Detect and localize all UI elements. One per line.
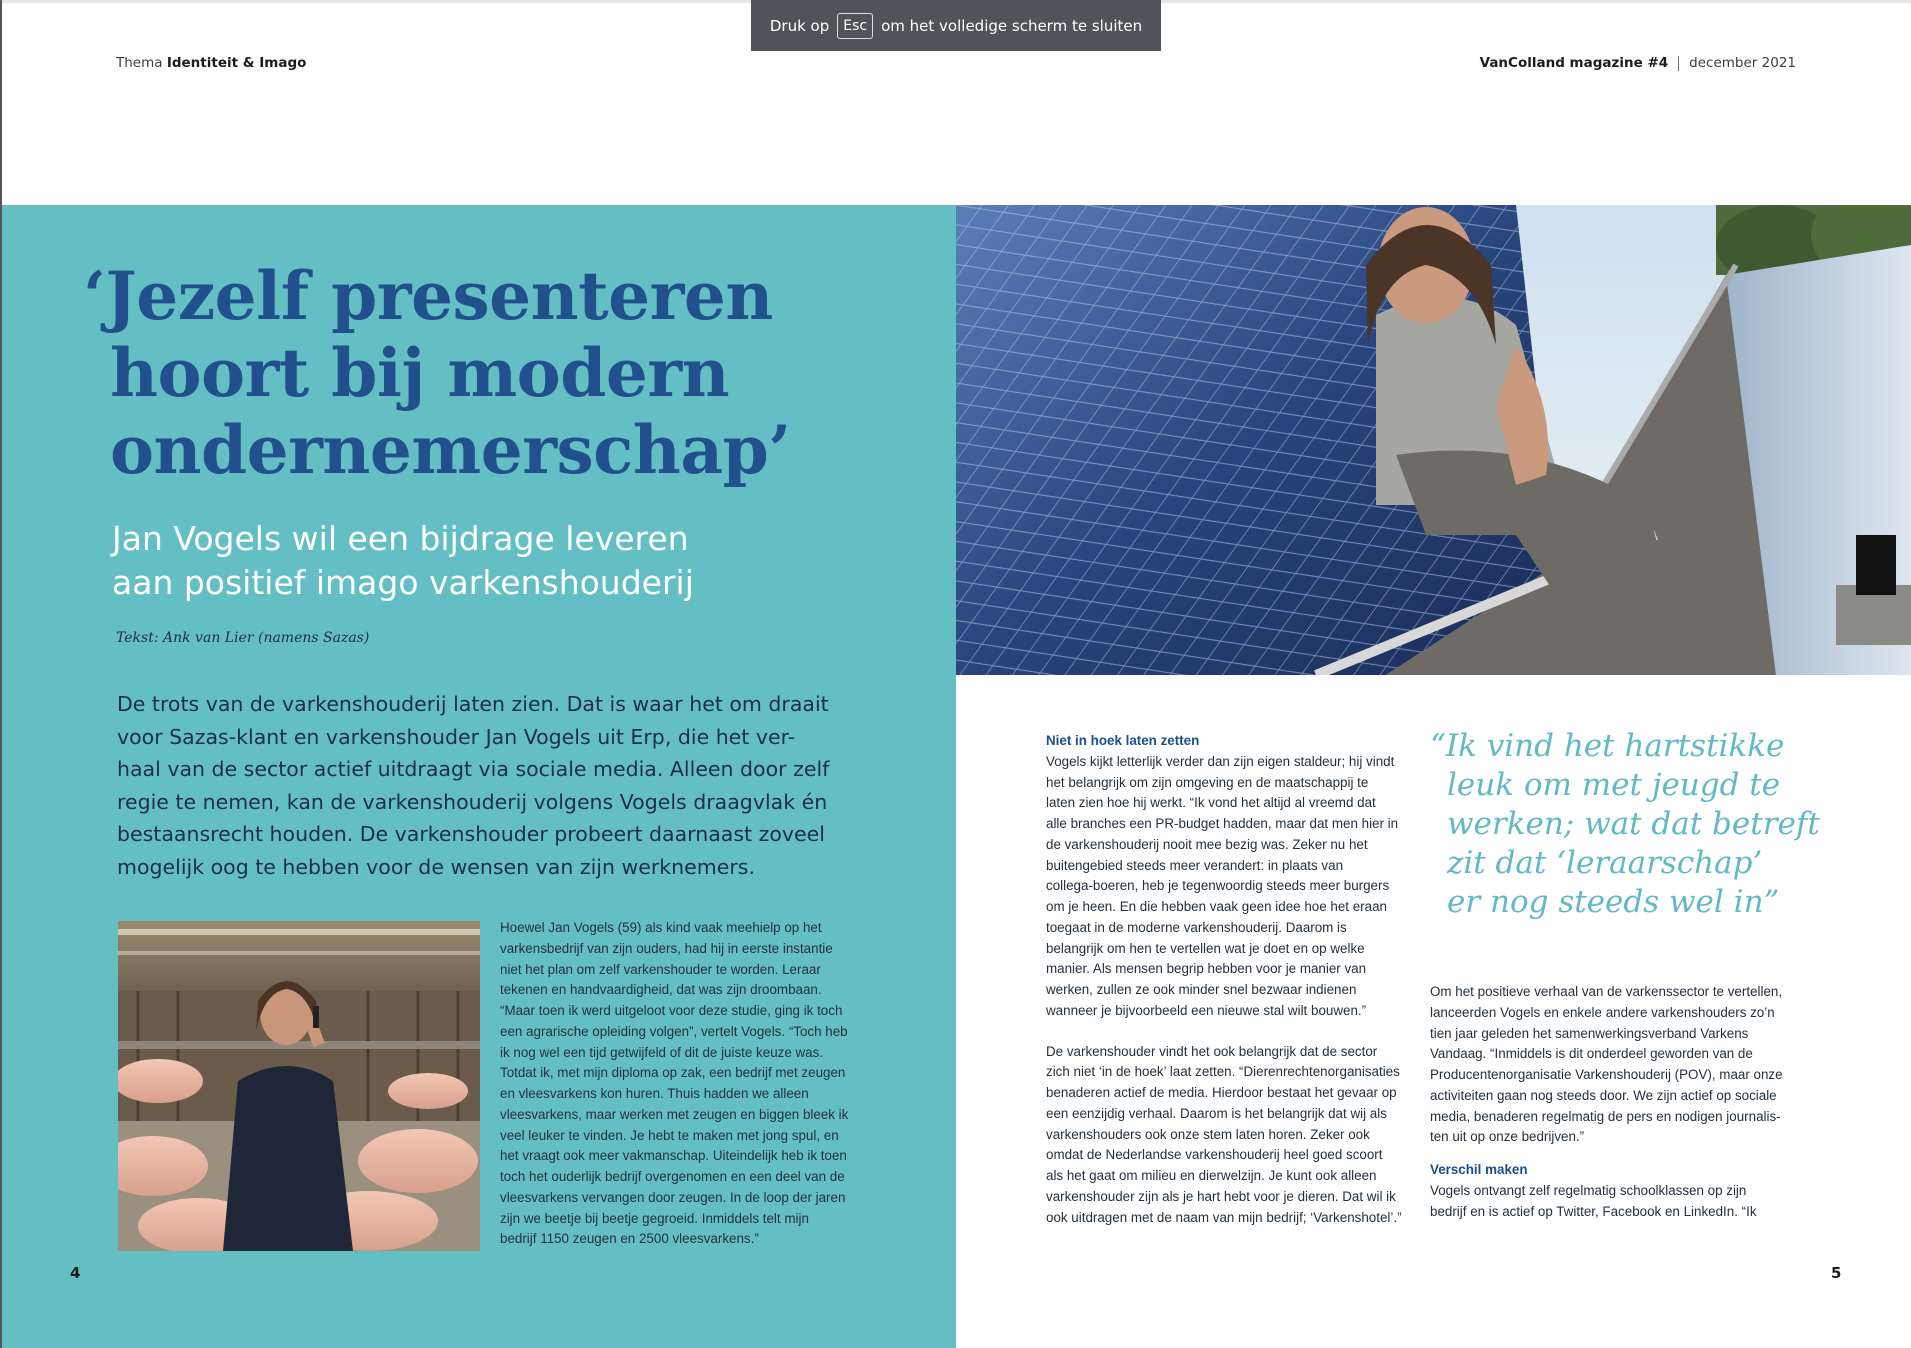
- middle-column-text: [1046, 731, 1411, 1228]
- quote-line: werken; wat dat betreft: [1447, 806, 1820, 842]
- text-line: wanneer je bijvoorbeeld een nieuwe stal wilt bouwen.”: [1046, 1002, 1367, 1018]
- text-line: tekenen en handvaardigheid, dat was zijn droombaan.: [500, 982, 822, 998]
- quote-line: er nog steeds wel in”: [1447, 884, 1780, 920]
- intro-line: mogelijk oog te hebben voor de wensen van zijn werknemers.: [117, 854, 755, 879]
- right-paragraph-2: [1430, 1181, 1802, 1223]
- text-line: de varkenshouderij nooit mee bezig was. Zeker nu het: [1046, 836, 1368, 852]
- section-label: Thema: [116, 55, 163, 71]
- text-line: Vogels kijkt letterlijk verder dan zijn eigen staldeur; hij vindt: [1046, 753, 1395, 769]
- text-line: “Maar toen ik werd uitgeloot voor deze studie, ging ik toch: [500, 1003, 843, 1018]
- text-line: vleesvarkens vervangen door zeugen. In de loop der jaren: [500, 1189, 846, 1205]
- text-line: zich niet ‘in de hoek’ laat zetten. “Dierenrechtenorganisaties: [1046, 1064, 1400, 1080]
- text-line: omdat de Nederlandse varkenshouderij heel goed scoort: [1046, 1147, 1383, 1163]
- quote-line: zit dat ‘leraarschap’: [1447, 845, 1763, 881]
- text-line: vleesvarkens, maar werken met zeugen en biggen bleek ik: [500, 1106, 849, 1122]
- middle-paragraph-2: [1046, 1042, 1411, 1229]
- page-number-right: 5: [1831, 1264, 1842, 1282]
- text-line: om je heen. En die hebben vaak geen idee hoe het eraan: [1046, 899, 1387, 914]
- text-line: Totdat ik, met mijn diploma op zak, een bedrijf met zeugen: [500, 1065, 846, 1081]
- text-line: collega-boeren, heb je tegenwoordig steeds meer burgers: [1046, 878, 1390, 894]
- text-line: laten zien hoe hij werkt. “Ik vond het altijd al vreemd dat: [1046, 795, 1376, 811]
- text-line: varkensbedrijf van zijn ouders, had hij in eerste instantie: [500, 940, 833, 956]
- quote-line: “Ik vind het hartstikke: [1430, 728, 1785, 764]
- text-line: ook uitdragen met de naam van mijn bedrijf; ‘Varkenshotel’.”: [1046, 1209, 1402, 1225]
- text-line: alle branches een PR-budget hadden, maar dat men hier in: [1046, 816, 1399, 831]
- text-line: ik nog wel een tijd getwijfeld of dit de juiste keuze was.: [500, 1044, 824, 1060]
- article-intro: [117, 688, 832, 883]
- barn-photo: [118, 921, 480, 1251]
- page-number-left: 4: [70, 1264, 81, 1282]
- text-line: werken, zullen ze ook minder snel bezwaar indienen: [1046, 982, 1357, 997]
- headline-line: ‘Jezelf presenteren: [83, 257, 773, 335]
- text-line: toegaat in de moderne varkenshouderij. Daarom is: [1046, 919, 1347, 935]
- text-line: Vogels ontvangt zelf regelmatig schoolklassen op zijn: [1430, 1182, 1747, 1198]
- text-line: ten uit op onze bedrijven.”: [1430, 1129, 1585, 1145]
- text-line: buitengebied steeds meer verandert: in plaats van: [1046, 857, 1344, 873]
- text-line: toch het ouderlijk bedrijf overgenomen en een deel van de: [500, 1169, 845, 1184]
- middle-paragraph-1: [1046, 752, 1411, 1022]
- text-line: niet het plan om zelf varkenshouder te worden. Leraar: [500, 961, 821, 977]
- text-line: Producentenorganisatie Varkenshouderij (POV), maar onze: [1430, 1067, 1783, 1082]
- text-line: zijn we beetje bij beetje gegroeid. Inmiddels telt mijn: [500, 1210, 809, 1226]
- text-line: en vleesvarkens kon huren. Thuis hadden we alleen: [500, 1086, 809, 1101]
- text-line: benaderen actief de media. Hierdoor bestaat het gevaar op: [1046, 1085, 1397, 1100]
- text-line: bedrijf 1150 zeugen en 2500 vleesvarkens.”: [500, 1231, 759, 1247]
- section-heading: Niet in hoek laten zetten: [1046, 733, 1200, 748]
- text-line: De varkenshouder vindt het ook belangrijk dat de sector: [1046, 1043, 1378, 1059]
- section-title: Identiteit & Imago: [166, 55, 307, 71]
- header-divider: [1678, 56, 1679, 71]
- banner-text-pre: Druk op: [769, 16, 830, 35]
- headline-line: ondernemerschap’: [110, 411, 791, 489]
- text-line: tien jaar geleden het samenwerkingsverband Varkens: [1430, 1025, 1749, 1041]
- text-line: lanceerden Vogels en enkele andere varkenshouders zo’n: [1430, 1004, 1775, 1020]
- subhead-line: aan positief imago varkenshouderij: [112, 563, 694, 602]
- text-line: varkenshouder zijn als je hart hebt voor je dieren. Dat wil ik: [1046, 1188, 1396, 1204]
- text-line: media, benaderen regelmatig de pers en nodigen journalis-: [1430, 1108, 1781, 1124]
- intro-line: De trots van de varkenshouderij laten zien. Dat is waar het om draait: [117, 692, 829, 716]
- text-line: veel leuker te vinden. Je hebt te maken met jong spul, en: [500, 1127, 839, 1143]
- text-line: belangrijk om hen te vertellen wat je doet en op welke: [1046, 940, 1365, 956]
- left-edge: [0, 0, 2, 1348]
- pull-quote: [1430, 727, 1830, 922]
- solar-roof-photo: [956, 205, 1911, 675]
- text-line: manier. Als mensen begrip hebben voor je manier van: [1046, 961, 1367, 977]
- text-line: varkenshouders ook onze stem laten horen. Zeker ook: [1046, 1126, 1370, 1142]
- section-header: [116, 55, 306, 71]
- intro-line: regie te nemen, kan de varkenshouderij volgens Vogels draagvlak én: [117, 789, 828, 814]
- banner-text-post: om het volledige scherm te sluiten: [881, 16, 1143, 35]
- text-line: bedrijf en is actief op Twitter, Facebook en LinkedIn. “Ik: [1430, 1203, 1757, 1219]
- left-column-text: [500, 918, 860, 1250]
- esc-key[interactable]: Esc: [837, 13, 873, 39]
- magazine-title: VanColland magazine #4: [1479, 55, 1669, 71]
- subhead-line: Jan Vogels wil een bijdrage leveren: [112, 519, 689, 558]
- text-line: het belangrijk om zijn omgeving en de maatschappij te: [1046, 774, 1369, 790]
- article-byline: Tekst: Ank van Lier (namens Sazas): [116, 630, 370, 646]
- text-line: als het gaat om milieu en dierwelzijn. Je kunt ook alleen: [1046, 1168, 1377, 1183]
- left-column-paragraph: [500, 918, 860, 1250]
- issue-date: december 2021: [1689, 55, 1796, 71]
- issue-header: [1480, 55, 1796, 71]
- intro-line: bestaansrecht houden. De varkenshouder probeert daarnaast zoveel: [117, 822, 825, 846]
- right-paragraph-1: [1430, 982, 1802, 1148]
- headline-line: hoort bij modern: [110, 334, 730, 412]
- text-line: het vraagt ook meer vakmanschap. Uiteindelijk heb ik toen: [500, 1148, 847, 1164]
- quote-line: leuk om met jeugd te: [1447, 767, 1781, 803]
- article-headline: [83, 258, 843, 489]
- text-line: een eenzijdig verhaal. Daarom is het belangrijk dat wij als: [1046, 1105, 1387, 1121]
- right-column-text: [1430, 982, 1802, 1222]
- text-line: Om het positieve verhaal van de varkenssector te vertellen,: [1430, 984, 1783, 999]
- text-line: activiteiten gaan nog steeds door. We zijn actief op sociale: [1430, 1087, 1777, 1103]
- text-line: een agrarische opleiding volgen”, vertelt Vogels. “Toch heb: [500, 1023, 848, 1039]
- intro-line: voor Sazas-klant en varkenshouder Jan Vogels uit Erp, die het ver-: [117, 724, 796, 749]
- text-line: Vandaag. “Inmiddels is dit onderdeel geworden van de: [1430, 1046, 1753, 1062]
- fullscreen-exit-banner[interactable]: [751, 0, 1161, 51]
- article-subheadline: [112, 517, 832, 605]
- section-heading: Verschil maken: [1430, 1162, 1528, 1177]
- intro-line: haal van de sector actief uitdraagt via sociale media. Alleen door zelf: [117, 757, 830, 781]
- text-line: Hoewel Jan Vogels (59) als kind vaak meehielp op het: [500, 920, 822, 935]
